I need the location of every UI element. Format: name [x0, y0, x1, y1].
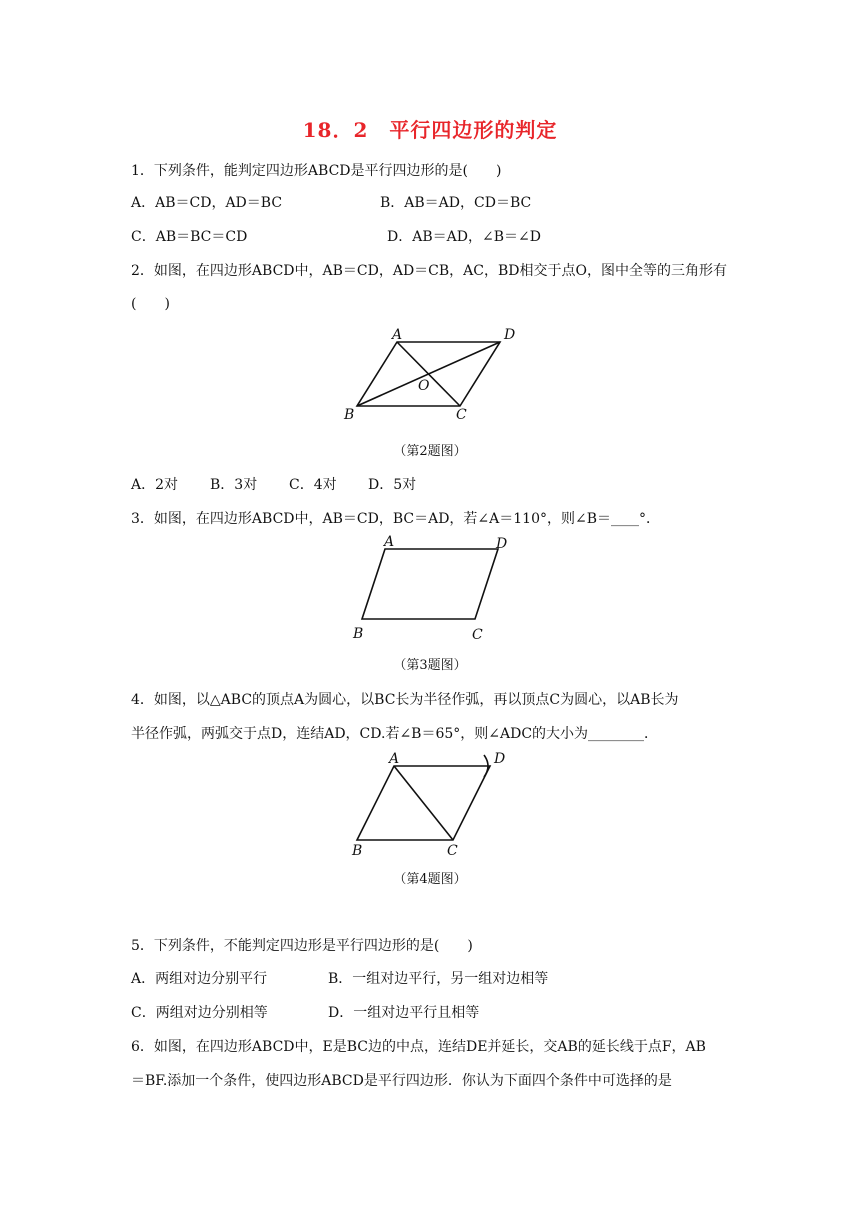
q5-option-b: B．一组对边平行，另一组对边相等: [328, 971, 549, 987]
q2-option-a: A．2对: [131, 477, 179, 493]
q3-caption: （第3题图）: [393, 658, 467, 673]
q2-option-c: C．4对: [289, 477, 337, 493]
q2-label-d: D: [504, 327, 516, 343]
q4-label-b: B: [352, 843, 363, 858]
q2-diagonal-bd: [357, 342, 500, 406]
q4-label-d: D: [494, 751, 506, 767]
q3-stem: 3．如图，在四边形ABCD中，AB＝CD，BC＝AD，若∠A＝110°，则∠B＝____°．: [131, 511, 661, 527]
q2-label-a: A: [392, 327, 403, 343]
q1-option-a: A．AB＝CD，AD＝BC: [131, 195, 283, 211]
q5-option-c: C．两组对边分别相等: [131, 1005, 268, 1021]
q5-option-a: A．两组对边分别平行: [131, 971, 268, 987]
q3-figure-parallelogram: [340, 534, 520, 644]
q3-parallelogram-outline: [362, 549, 498, 619]
q2-figure-parallelogram: [330, 322, 530, 427]
q2-stem-line2: ( ): [131, 296, 170, 312]
q2-option-d: D．5对: [368, 477, 417, 493]
q3-label-c: C: [472, 627, 483, 643]
q6-line1: 6．如图，在四边形ABCD中，E是BC边的中点，连结DE并延长，交AB的延长线于点F，AB: [131, 1039, 706, 1055]
q4-stem-line1: 4．如图，以△ABC的顶点A为圆心，以BC长为半径作弧，再以顶点C为圆心，以AB长为: [131, 692, 679, 708]
q5-option-d: D．一组对边平行且相等: [328, 1005, 480, 1021]
q3-label-d: D: [496, 536, 508, 552]
q2-label-b: B: [344, 407, 355, 423]
q5-stem: 5．下列条件，不能判定四边形是平行四边形的是( ): [131, 938, 473, 954]
q4-stem-line2: 半径作弧，两弧交于点D，连结AD，CD.若∠B＝65°，则∠ADC的大小为________．: [131, 726, 659, 742]
q6-line2: ＝BF.添加一个条件，使四边形ABCD是平行四边形．你认为下面四个条件中可选择的是: [131, 1073, 672, 1089]
q1-stem: 1．下列条件，能判定四边形ABCD是平行四边形的是( ): [131, 163, 502, 179]
q4-label-c: C: [447, 843, 458, 858]
q3-label-b: B: [353, 626, 364, 642]
q1-option-b: B．AB＝AD，CD＝BC: [380, 195, 532, 211]
q2-label-c: C: [456, 407, 467, 423]
q2-label-o: O: [418, 378, 430, 394]
q4-figure: [340, 746, 520, 858]
q2-stem-line1: 2．如图，在四边形ABCD中，AB＝CD，AD＝CB，AC，BD相交于点O，图中全等的三角形有: [131, 263, 727, 279]
page-title: 18．2 平行四边形的判定: [302, 118, 558, 142]
q1-option-c: C．AB＝BC＝CD: [131, 229, 248, 245]
q4-caption: （第4题图）: [393, 872, 467, 887]
q1-option-d: D．AB＝AD，∠B＝∠D: [387, 229, 541, 245]
q4-label-a: A: [389, 751, 400, 767]
q4-segment-ac: [394, 766, 453, 840]
q2-caption: （第2题图）: [393, 444, 467, 459]
q2-option-b: B．3对: [210, 477, 258, 493]
q3-label-a: A: [384, 534, 395, 550]
